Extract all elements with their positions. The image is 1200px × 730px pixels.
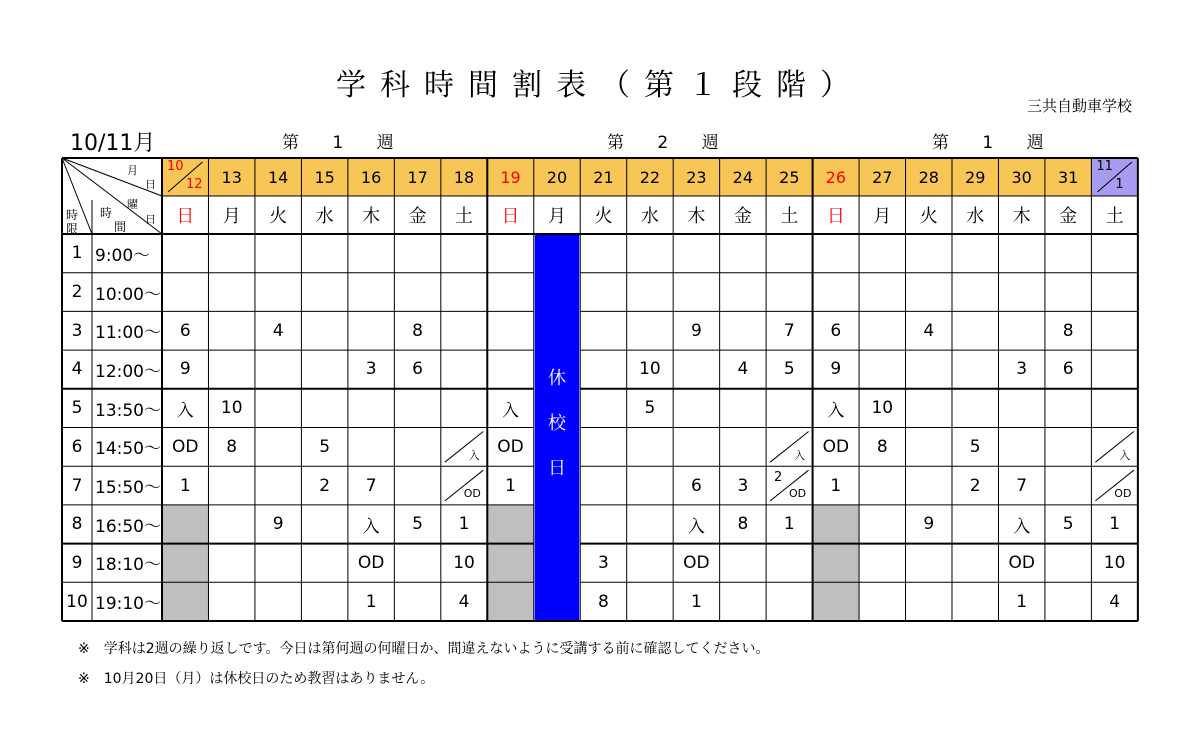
table-cell-small: 入: [1119, 449, 1131, 463]
table-cell: 入: [827, 400, 845, 421]
gray-block: [162, 505, 208, 621]
date-label: 21: [593, 167, 614, 187]
period-number: 9: [71, 552, 83, 573]
table-cell-small: 2: [773, 469, 783, 485]
period-time: 9:00〜: [95, 245, 151, 266]
table-cell: 1: [1109, 514, 1121, 535]
corner-label-youbi-day: 日: [145, 213, 156, 226]
date-label: 17: [407, 167, 428, 187]
table-cell: 4: [1109, 591, 1121, 612]
table-cell: 6: [690, 475, 702, 496]
table-cell: 2: [969, 475, 981, 496]
week-label-2: 第 2 週: [607, 133, 733, 153]
closed-day-char: 休: [547, 368, 566, 390]
table-cell: 6: [179, 320, 191, 341]
table-cell: 1: [783, 514, 795, 535]
table-cell: 3: [1016, 359, 1028, 380]
weekday-label: 水: [640, 206, 659, 227]
period-time: 11:00〜: [95, 323, 161, 344]
table-cell: 入: [502, 400, 520, 421]
period-number: 5: [71, 398, 83, 419]
table-cell: 4: [923, 320, 935, 341]
date-label: 14: [267, 167, 289, 187]
gray-block: [487, 505, 533, 621]
table-cell-small: OD: [789, 487, 807, 501]
date-label: 22: [639, 167, 661, 187]
weekday-label: 月: [222, 206, 241, 227]
table-cell: 8: [876, 436, 888, 457]
period-time: 15:50〜: [95, 478, 161, 499]
table-cell-small: 入: [794, 449, 806, 463]
weekday-label: 日: [826, 206, 845, 227]
date-label: 16: [360, 167, 382, 187]
corner-label-time-2: 間: [114, 220, 127, 234]
weekday-label: 月: [547, 206, 566, 227]
period-time: 10:00〜: [95, 284, 161, 305]
period-number: 1: [71, 243, 83, 264]
weekday-label: 木: [687, 206, 706, 227]
date-label: 25: [779, 167, 800, 187]
table-cell: 1: [458, 514, 470, 535]
table-cell: 4: [737, 359, 749, 380]
date-label: 28: [918, 167, 939, 187]
table-cell: 8: [1062, 320, 1074, 341]
corner-label-youbi: 曜: [127, 198, 138, 211]
table-cell: 8: [737, 514, 749, 535]
table-cell: 7: [365, 475, 377, 496]
table-cell: 5: [644, 398, 656, 419]
weekday-label: 日: [176, 206, 195, 227]
corner-label-month: 月: [127, 164, 138, 177]
table-cell: OD: [497, 436, 524, 457]
table-cell: 9: [690, 320, 702, 341]
weekday-label: 火: [269, 206, 288, 227]
table-cell: 5: [1062, 514, 1074, 535]
weekday-label: 金: [1059, 206, 1078, 227]
table-cell: 6: [1062, 359, 1074, 380]
period-time: 16:50〜: [95, 516, 161, 537]
period-number: 4: [71, 359, 83, 380]
table-cell: 5: [783, 359, 795, 380]
table-cell-small: 入: [468, 449, 480, 463]
table-cell: 入: [176, 400, 194, 421]
table-cell: 5: [319, 436, 331, 457]
date-label: 15: [314, 167, 335, 187]
weekday-label: 木: [362, 206, 381, 227]
weekday-label: 月: [873, 206, 892, 227]
table-cell: 1: [1016, 591, 1028, 612]
table-cell: 1: [505, 475, 516, 496]
closed-day-char: 校: [547, 413, 566, 435]
weekday-label: 火: [919, 206, 938, 227]
date-label-top: 10: [167, 159, 184, 174]
weekday-label: 金: [408, 206, 427, 227]
week-label-1: 第 1 週: [282, 133, 408, 153]
corner-label-period-2: 限: [66, 222, 79, 236]
table-cell: 1: [690, 591, 702, 612]
weekday-label: 土: [455, 206, 474, 227]
closed-day-char: 日: [547, 458, 566, 480]
gray-block: [813, 505, 859, 621]
corner-label-day: 日: [145, 178, 156, 191]
corner-label-period-1: 時: [66, 208, 79, 222]
period-time: 19:10〜: [95, 594, 161, 615]
period-number: 3: [71, 320, 83, 341]
table-cell: 10: [453, 552, 475, 573]
date-label: 20: [546, 167, 568, 187]
weekday-label: 水: [966, 206, 985, 227]
table-cell: 8: [226, 436, 238, 457]
table-cell: OD: [683, 552, 710, 573]
corner-label-time-1: 時: [100, 206, 113, 220]
weekday-label: 水: [315, 206, 334, 227]
table-cell: 3: [598, 552, 609, 573]
date-label: 29: [965, 167, 986, 187]
table-cell: 10: [220, 398, 243, 419]
date-label-bottom: 12: [186, 177, 203, 192]
weekday-label: 金: [733, 206, 752, 227]
period-number: 6: [71, 436, 83, 457]
table-cell: 入: [362, 516, 380, 537]
date-label: 18: [453, 167, 475, 187]
weekday-label: 火: [594, 206, 613, 227]
period-number: 2: [71, 282, 83, 303]
table-cell: 5: [412, 514, 423, 535]
table-cell: 6: [830, 320, 842, 341]
table-cell: 2: [319, 475, 331, 496]
table-cell: 10: [871, 398, 894, 419]
weekday-label: 土: [1105, 206, 1124, 227]
school-name: 三共自動車学校: [1026, 97, 1132, 115]
period-time: 12:00〜: [95, 361, 161, 382]
date-label: 13: [221, 167, 242, 187]
table-cell: 3: [365, 359, 377, 380]
table-cell: 8: [412, 320, 423, 341]
table-cell: 8: [598, 591, 609, 612]
date-label: 23: [686, 167, 707, 187]
table-cell: 4: [272, 320, 284, 341]
date-label: 24: [732, 167, 754, 187]
note-2: ※ 10月20日（月）は休校日のため教習はありません。: [78, 671, 435, 687]
period-time: 14:50〜: [95, 439, 161, 460]
week-label-3: 第 1 週: [932, 133, 1058, 153]
period-number: 10: [66, 591, 88, 612]
table-cell-small: OD: [463, 487, 481, 501]
page-title: 学科時間割表（第１段階）: [336, 68, 864, 103]
date-label: 27: [872, 167, 893, 187]
table-cell: 3: [737, 475, 749, 496]
table-cell: 9: [830, 359, 842, 380]
table-cell: OD: [171, 436, 199, 457]
table-cell: 9: [272, 514, 284, 535]
table-cell: 入: [687, 516, 705, 537]
table-cell: 5: [969, 436, 981, 457]
period-number: 7: [71, 475, 83, 496]
date-label: 26: [825, 167, 846, 187]
table-cell: 9: [923, 514, 935, 535]
date-label-bottom: 1: [1115, 177, 1124, 192]
table-cell: 9: [179, 359, 191, 380]
date-label: 30: [1011, 167, 1032, 187]
date-label: 19: [500, 167, 521, 187]
period-time: 18:10〜: [95, 555, 161, 576]
table-cell: OD: [1008, 552, 1035, 573]
table-cell: 1: [830, 475, 842, 496]
table-cell: 4: [458, 591, 470, 612]
note-1: ※ 学科は2週の繰り返しです。今日は第何週の何曜日か、間違えないように受講する前に確認してください。: [78, 641, 770, 657]
table-cell: 1: [179, 475, 191, 496]
table-cell: 7: [1016, 475, 1028, 496]
weekday-label: 日: [501, 206, 520, 227]
weekday-label: 土: [780, 206, 799, 227]
table-cell: 10: [1103, 552, 1126, 573]
table-cell: OD: [357, 552, 385, 573]
table-cell-small: OD: [1114, 487, 1132, 501]
period-time: 13:50〜: [95, 400, 161, 421]
table-cell: 10: [639, 359, 661, 380]
date-label-top: 11: [1096, 159, 1113, 174]
table-cell: 入: [1013, 516, 1031, 537]
table-cell: 7: [783, 320, 795, 341]
table-cell: 6: [412, 359, 423, 380]
month-label: 10/11月: [70, 131, 156, 156]
date-label: 31: [1057, 167, 1079, 187]
period-number: 8: [71, 514, 83, 535]
weekday-label: 木: [1012, 206, 1031, 227]
table-cell: 1: [365, 591, 377, 612]
table-cell: OD: [822, 436, 850, 457]
